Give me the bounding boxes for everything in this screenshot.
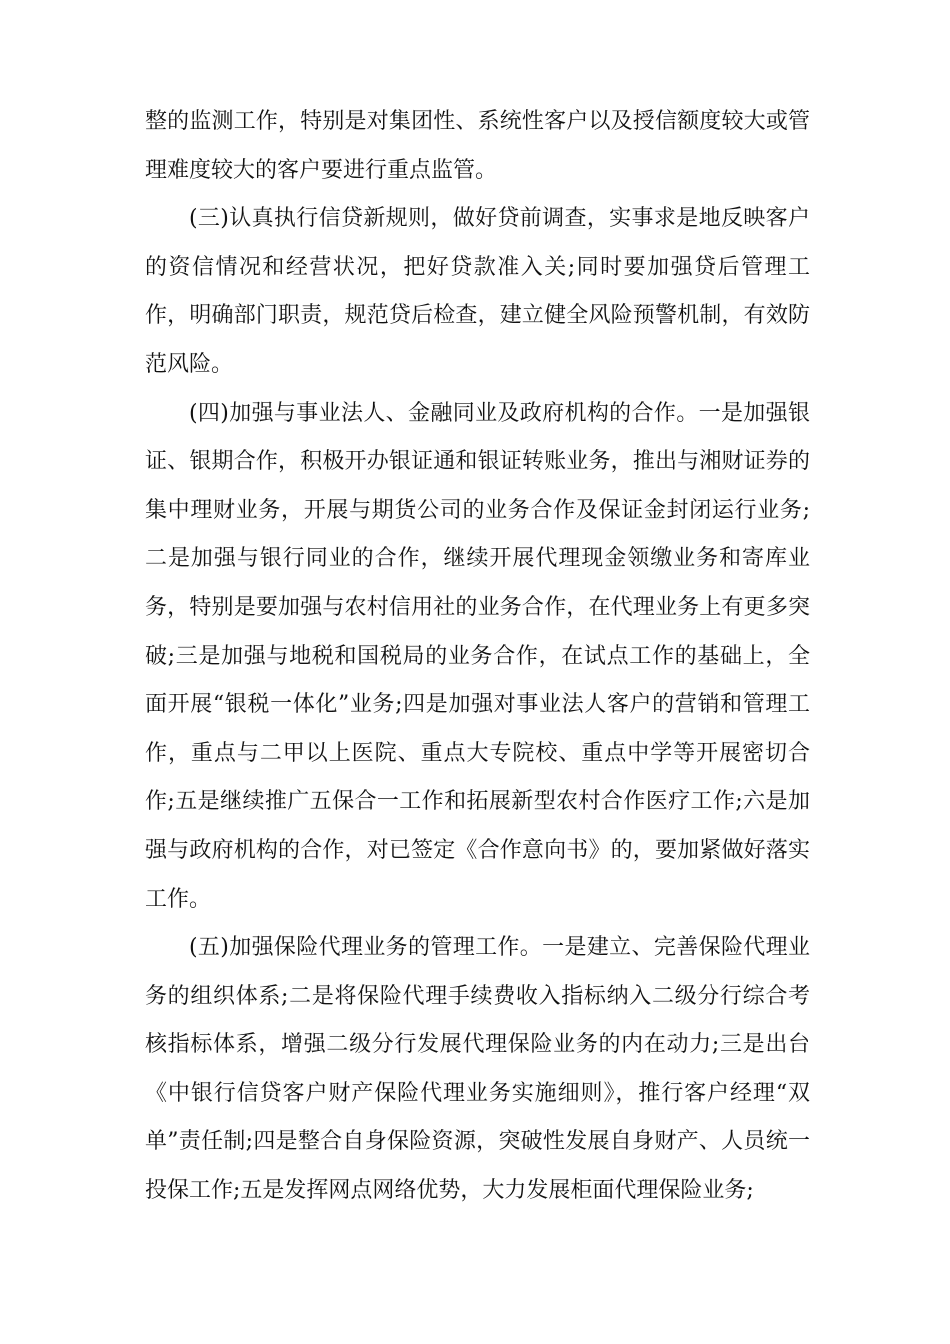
paragraph-section-four: (四)加强与事业法人、金融同业及政府机构的合作。一是加强银证、银期合作，积极开办银证通和银证转账业务，推出与湘财证券的集中理财业务，开展与期货公司的业务合作及保证金封闭运行业务;二是加强与银行同业的合作，继续开展代理现金领缴业务和寄库业务，特别是要加强与农村信用社的业务合作，在代理业务上有更多突破;三是加强与地税和国税局的业务合作，在试点工作的基础上，全面开展“银税一体化”业务;四是加强对事业法人客户的营销和管理工作，重点与二甲以上医院、重点大专院校、重点中学等开展密切合作;五是继续推广五保合一工作和拓展新型农村合作医疗工作;六是加强与政府机构的合作，对已签定《合作意向书》的，要加紧做好落实工作。 [145, 400, 810, 912]
paragraph-continuation: 整的监测工作，特别是对集团性、系统性客户以及授信额度较大或管理难度较大的客户要进行重点监管。 [145, 109, 810, 183]
paragraph-section-three: (三)认真执行信贷新规则，做好贷前调查，实事求是地反映客户的资信情况和经营状况，把好贷款准入关;同时要加强贷后管理工作，明确部门职责，规范贷后检查，建立健全风险预警机制，有效防范风险。 [145, 206, 810, 377]
document-body [145, 98, 810, 1216]
paragraph-section-five: (五)加强保险代理业务的管理工作。一是建立、完善保险代理业务的组织体系;二是将保险代理手续费收入指标纳入二级分行综合考核指标体系，增强二级分行发展代理保险业务的内在动力;三是出台《中银行信贷客户财产保险代理业务实施细则》，推行客户经理“双单”责任制;四是整合自身保险资源，突破性发展自身财产、人员统一投保工作;五是发挥网点网络优势，大力发展柜面代理保险业务; [145, 935, 810, 1204]
